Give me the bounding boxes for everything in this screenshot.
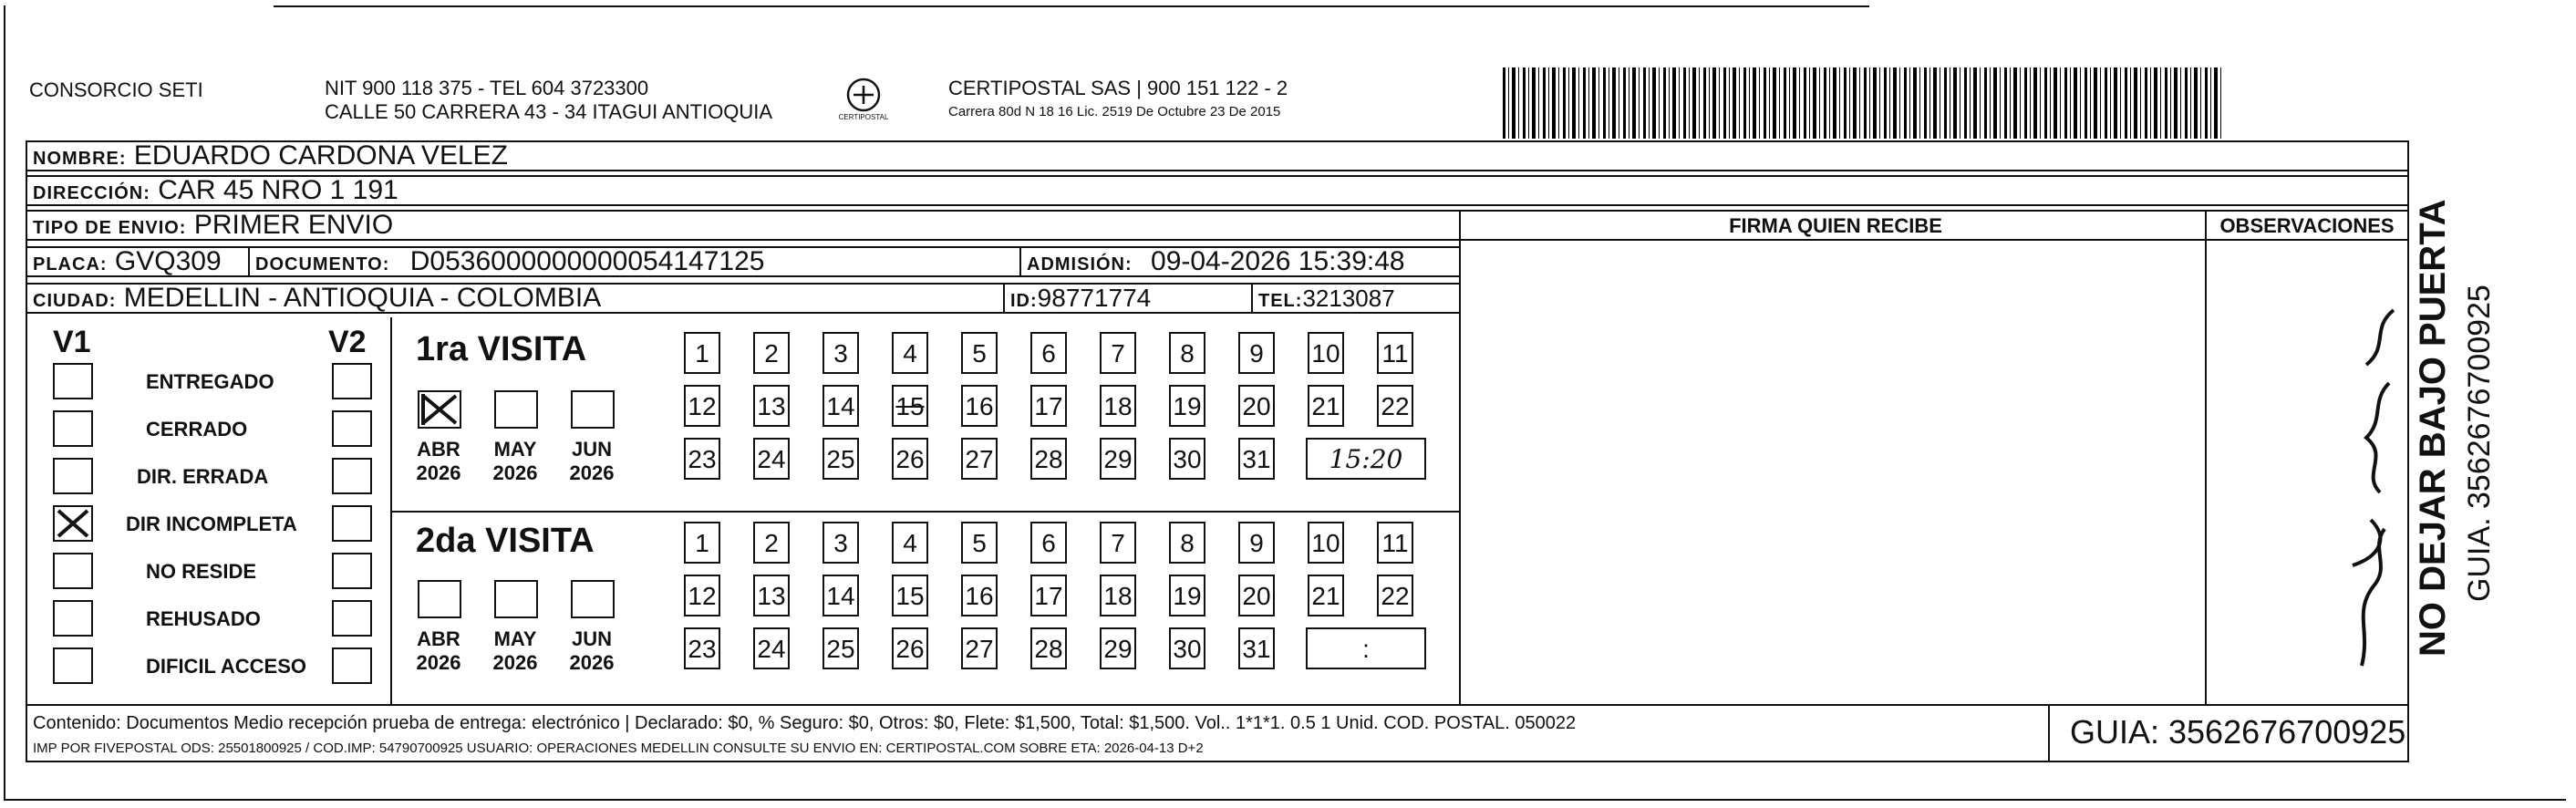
day-box[interactable]: 3: [822, 522, 859, 564]
day-box[interactable]: 12: [684, 385, 720, 427]
day-box[interactable]: 19: [1169, 385, 1205, 427]
day-box[interactable]: 10: [1308, 332, 1344, 374]
guia-number: GUIA: 3562676700925: [2048, 704, 2409, 762]
license-line: Carrera 80d N 18 16 Lic. 2519 De Octubre 23 De 2015: [948, 104, 1281, 119]
recipient-signature: [2334, 264, 2426, 684]
status-option-label: DIR INCOMPLETA: [126, 513, 297, 535]
left-rule: [4, 5, 5, 799]
nombre-value: EDUARDO CARDONA VELEZ: [133, 140, 508, 171]
firma-column: [1459, 210, 1461, 704]
company-name: CONSORCIO SETI: [29, 78, 203, 101]
month-checkbox[interactable]: [418, 580, 461, 618]
footer-contenido: Contenido: Documentos Medio recepción prueba de entrega: electrónico | Declarado: $0, % Seguro: $0, Otros: $0, Flete: $1,500, Total: $1,500. Vol.. 1*1*1. 0.5 1 Unid. COD. POSTAL. 050022: [33, 713, 1577, 733]
v2-checkbox[interactable]: [332, 410, 372, 447]
day-box[interactable]: 17: [1030, 385, 1067, 427]
direccion-value: CAR 45 NRO 1 191: [158, 175, 398, 205]
day-box[interactable]: 1: [684, 332, 720, 374]
day-box[interactable]: 15: [892, 575, 928, 616]
admision-cell: ADMISIÓN: 09-04-2026 15:39:48: [1019, 246, 1461, 277]
v1-checkbox[interactable]: [53, 363, 93, 399]
v1-checkbox[interactable]: [53, 458, 93, 494]
day-box[interactable]: 15: [892, 385, 928, 427]
v1-checkbox[interactable]: [53, 647, 93, 684]
v1-checkbox[interactable]: [53, 410, 93, 447]
day-box[interactable]: 7: [1100, 332, 1136, 374]
observaciones-column: [2205, 210, 2207, 704]
day-box[interactable]: 11: [1377, 522, 1413, 564]
day-box[interactable]: 27: [961, 627, 998, 669]
day-box[interactable]: 24: [753, 438, 790, 480]
v2-checkbox[interactable]: [332, 647, 372, 684]
day-box[interactable]: 19: [1169, 575, 1205, 616]
month-checkbox[interactable]: [494, 390, 538, 429]
day-box[interactable]: 8: [1169, 522, 1205, 564]
time-box[interactable]: 15:20: [1306, 438, 1426, 480]
day-box[interactable]: 13: [753, 385, 790, 427]
day-box[interactable]: 28: [1030, 627, 1067, 669]
v1-checkbox[interactable]: [53, 553, 93, 589]
month-checkbox[interactable]: [571, 580, 615, 618]
v2-label: V2: [328, 325, 367, 359]
side-warning: NO DEJAR BAJO PUERTA: [2413, 199, 2453, 657]
day-box[interactable]: 16: [961, 385, 998, 427]
day-box[interactable]: 18: [1100, 575, 1136, 616]
day-box[interactable]: 23: [684, 438, 720, 480]
firma-header: FIRMA QUIEN RECIBE: [1459, 210, 2207, 241]
visit2-title: 2da VISITA: [416, 522, 595, 560]
status-option-label: DIR. ERRADA: [137, 465, 269, 488]
month-label: ABR 2026: [416, 627, 461, 674]
day-box[interactable]: 20: [1238, 575, 1275, 616]
v1-label: V1: [53, 325, 91, 359]
month-checkbox[interactable]: [571, 390, 615, 429]
day-box[interactable]: 29: [1100, 438, 1136, 480]
v2-checkbox[interactable]: [332, 458, 372, 494]
day-box[interactable]: 25: [822, 438, 859, 480]
month-label: ABR 2026: [416, 438, 461, 484]
day-box[interactable]: 30: [1169, 438, 1205, 480]
bottom-rule: [4, 799, 2566, 801]
ciudad-cell: CIUDAD: MEDELLIN - ANTIOQUIA - COLOMBIA: [26, 283, 1005, 314]
day-box[interactable]: 5: [961, 332, 998, 374]
day-box[interactable]: 28: [1030, 438, 1067, 480]
top-rule: [274, 5, 1869, 7]
day-box[interactable]: 21: [1308, 385, 1344, 427]
day-box[interactable]: 17: [1030, 575, 1067, 616]
day-box[interactable]: 7: [1100, 522, 1136, 564]
status-option-label: NO RESIDE: [146, 560, 257, 583]
day-box[interactable]: 10: [1308, 522, 1344, 564]
day-box[interactable]: 14: [822, 575, 859, 616]
documento-cell: DOCUMENTO: D0536000000000054147125: [248, 246, 1021, 277]
day-box[interactable]: 23: [684, 627, 720, 669]
month-label: MAY 2026: [492, 438, 538, 484]
day-box[interactable]: 2: [753, 522, 790, 564]
day-box[interactable]: 22: [1377, 575, 1413, 616]
side-guia: GUIA. 3562676700925: [2462, 285, 2497, 602]
day-box[interactable]: 11: [1377, 332, 1413, 374]
day-box[interactable]: 26: [892, 627, 928, 669]
id-cell: ID:98771774: [1003, 283, 1253, 314]
month-label: MAY 2026: [492, 627, 538, 674]
day-box[interactable]: 24: [753, 627, 790, 669]
month-checkbox[interactable]: [418, 390, 461, 429]
v2-checkbox[interactable]: [332, 600, 372, 637]
day-box[interactable]: 4: [892, 522, 928, 564]
day-box[interactable]: 25: [822, 627, 859, 669]
status-option-label: CERRADO: [146, 418, 248, 440]
day-box[interactable]: 22: [1377, 385, 1413, 427]
row-nombre: NOMBRE: EDUARDO CARDONA VELEZ: [26, 140, 2409, 171]
day-box[interactable]: 31: [1238, 627, 1275, 669]
visit1-title: 1ra VISITA: [416, 330, 587, 368]
day-box[interactable]: 9: [1238, 522, 1275, 564]
day-box[interactable]: 4: [892, 332, 928, 374]
address-line: CALLE 50 CARRERA 43 - 34 ITAGUI ANTIOQUIA: [325, 100, 773, 123]
month-label: JUN 2026: [569, 438, 615, 484]
time-box[interactable]: :: [1306, 627, 1426, 669]
day-box[interactable]: 2: [753, 332, 790, 374]
barcode: [1503, 67, 2223, 139]
status-option-label: ENTREGADO: [146, 370, 274, 393]
day-box[interactable]: 5: [961, 522, 998, 564]
day-box[interactable]: 21: [1308, 575, 1344, 616]
visit-divider: [392, 511, 1461, 513]
day-box[interactable]: 26: [892, 438, 928, 480]
day-box[interactable]: 12: [684, 575, 720, 616]
month-checkbox[interactable]: [494, 580, 538, 618]
day-box[interactable]: 18: [1100, 385, 1136, 427]
day-box[interactable]: 6: [1030, 332, 1067, 374]
day-box[interactable]: 3: [822, 332, 859, 374]
day-box[interactable]: 27: [961, 438, 998, 480]
placa-cell: PLACA: GVQ309: [26, 246, 250, 277]
day-box[interactable]: 8: [1169, 332, 1205, 374]
day-box[interactable]: 20: [1238, 385, 1275, 427]
day-box[interactable]: 16: [961, 575, 998, 616]
day-box[interactable]: 14: [822, 385, 859, 427]
observaciones-header: OBSERVACIONES: [2205, 210, 2409, 241]
nit-line: NIT 900 118 375 - TEL 604 3723300: [325, 77, 649, 99]
day-box[interactable]: 6: [1030, 522, 1067, 564]
footer-imp: IMP POR FIVEPOSTAL ODS: 25501800925 / COD.IMP: 54790700925 USUARIO: OPERACIONES MEDELLIN CONSULTE SU ENVIO EN: CERTIPOSTAL.COM SOBRE ETA: 2026-04-13 D+2: [33, 741, 1204, 756]
day-box[interactable]: 1: [684, 522, 720, 564]
tel-cell: TEL:3213087: [1251, 283, 1461, 314]
certipostal-line: CERTIPOSTAL SAS | 900 151 122 - 2: [948, 77, 1288, 99]
day-box[interactable]: 29: [1100, 627, 1136, 669]
v1-checkbox[interactable]: [53, 600, 93, 637]
v1-checkbox[interactable]: [53, 505, 93, 542]
status-option-label: REHUSADO: [146, 607, 261, 630]
status-option-label: DIFICIL ACCESO: [146, 655, 307, 678]
day-box[interactable]: 30: [1169, 627, 1205, 669]
v2-checkbox[interactable]: [332, 553, 372, 589]
tipo-value: PRIMER ENVIO: [193, 210, 394, 240]
month-label: JUN 2026: [569, 627, 615, 674]
v2-checkbox[interactable]: [332, 505, 372, 542]
day-box[interactable]: 9: [1238, 332, 1275, 374]
row-tipo: TIPO DE ENVIO: PRIMER ENVIO: [26, 210, 1461, 241]
row-direccion: DIRECCIÓN: CAR 45 NRO 1 191: [26, 175, 2409, 206]
day-box[interactable]: 31: [1238, 438, 1275, 480]
certipostal-logo: CERTIPOSTAL: [837, 75, 890, 128]
v2-checkbox[interactable]: [332, 363, 372, 399]
day-box[interactable]: 13: [753, 575, 790, 616]
